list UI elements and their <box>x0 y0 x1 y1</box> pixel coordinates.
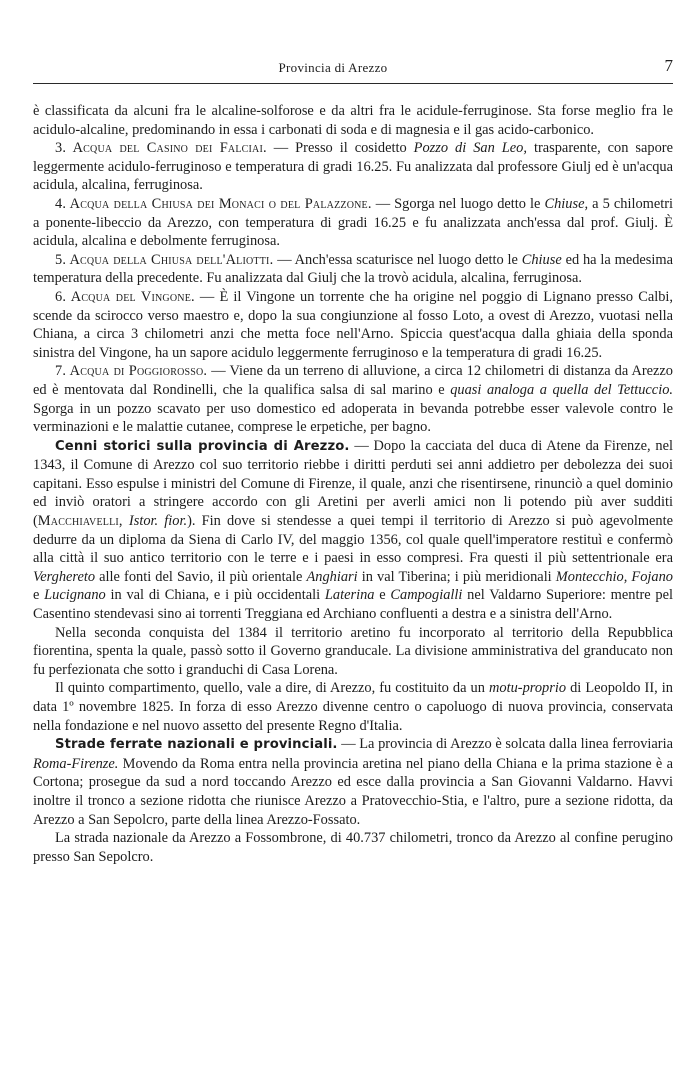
italic-text: Roma-Firenze. <box>33 755 119 772</box>
italic-text: Verghereto <box>33 568 96 585</box>
paragraph-text: — Presso il cosidetto <box>266 140 414 157</box>
running-title: Provincia di Arezzo <box>278 60 388 75</box>
paragraph-text: — È il Vingone un torrente che ha origine nel poggio di Lignano presso Calbi, scende da scirocco verso maestro e, dopo la sua congiunzione al fosso Loto, a ovest di Arezzo, vuotasi nella Chiana, a circa 3 chilometri anzi che metta foce nell'Arno. Spiccia quest'acqua dalla ghiaia della sponda sinistra del Vingone, ha un sapore acidulo leggermente ferruginoso e la temperatura di gradi 16.25. <box>33 288 673 361</box>
paragraph-acqua-poggiorosso <box>33 362 673 436</box>
paragraph-acqua-vingone <box>33 288 673 362</box>
paragraph-text: e <box>33 587 45 604</box>
paragraph-text: ed ha la medesima temperatura della precedente. Fu analizzata dal Giulj che la trovò acidula, alcalina, ferruginosa. <box>33 251 673 287</box>
paragraph-text: — La provincia di Arezzo è solcata dalla linea ferroviaria <box>337 736 673 753</box>
paragraph-text: nel Valdarno Superiore: mentre pel Casentino stendevasi sino ai torrenti Treggiana ed Archiano confluenti a destra e a sinistra dell'Arno. <box>33 587 673 623</box>
italic-text: Istor. fior. <box>128 513 188 530</box>
paragraph-text: e <box>374 587 391 604</box>
paragraph-quinto-compartimento <box>33 679 673 735</box>
paragraph-text: di Leopoldo II, in data 1º novembre 1825. In forza di esso Arezzo divenne centro o capoluogo di nuova provincia, conservata nella fondazione e nel nuovo assetto del presente Regno d'Italia. <box>33 680 673 734</box>
paragraph-text: a 5 chilometri a ponente-libeccio da Arezzo, con temperatura di gradi 16.25 e fu analizzata anch'essa dal prof. Giulj. È acidula, alcalina e debolmente ferruginosa. <box>33 195 674 250</box>
paragraph-text: trasparente, con sapore leggermente acidulo-ferruginoso e temperatura di gradi 16.25. Fu analizzata dal professore Giulj ed è un'acqua acidula, alcalina, ferruginosa. <box>33 140 673 194</box>
paragraph-acqua-chiusa-monaci <box>33 195 673 251</box>
entry-heading: 5. Acqua della Chiusa dell'Aliotti. <box>55 251 274 268</box>
paragraph-text: Nella seconda conquista del 1384 il territorio aretino fu incorporato al territorio della Repubblica fiorentina, spenta la quale, passò sotto il Governo granducale. La divisione amministrativa del granducato non fu perfezionata che sotto i granduchi di Casa Lorena. <box>33 624 673 678</box>
section-heading: Cenni storici sulla provincia di Arezzo. <box>55 438 350 454</box>
paragraph-strade-ferrate <box>33 735 673 829</box>
entry-heading: 7. Acqua di Poggiorosso. <box>55 363 208 380</box>
italic-text: Anghiari <box>306 568 358 585</box>
header-rule <box>33 83 673 84</box>
paragraph-seconda-conquista <box>33 624 673 680</box>
paragraph-cenni-storici <box>33 437 673 624</box>
paragraph-text: Il quinto compartimento, quello, vale a dire, di Arezzo, fu costituito da un <box>55 680 489 697</box>
italic-text: quasi analoga a quella del Tettuccio. <box>450 381 673 398</box>
paragraph-text: è classificata da alcuni fra le alcaline-solforose e da altri fra le acidule-ferruginose. Sta forse meglio fra le acidulo-alcaline, predominando in essa i carbonati di soda e di magnesia e il gas acido-carbonico. <box>33 103 673 138</box>
italic-text: Montecchio, Fojano <box>555 568 673 585</box>
paragraph-text: — Viene da un terreno di alluvione, a circa 12 chilometri di distanza da Arezzo ed è mentovata dal Rondinelli, che la qualifica salsa di sal marino e <box>33 363 673 398</box>
author-name: Macchiavelli, <box>37 513 123 530</box>
paragraph-strada-nazionale <box>33 829 673 866</box>
paragraph-text: ). Fin dove si stendesse a quei tempi il territorio di Arezzo si può agevolmente dedurre da un diploma da Siena di Carlo IV, del maggio 1356, col quale quell'imperatore restituì e confermò alla città il suo antico territorio con le terre e i paesi in esso compresi. Fra questi il più settentrionale era <box>33 513 673 567</box>
section-heading: Strade ferrate nazionali e provinciali. <box>55 737 338 753</box>
italic-text: Chiuse, <box>544 195 589 212</box>
italic-text: Campogialli <box>390 587 463 604</box>
italic-text: motu-proprio <box>489 680 567 697</box>
entry-heading: 4. Acqua della Chiusa dei Monaci o del Palazzone. <box>55 195 372 212</box>
paragraph-text: Sgorga in un pozzo scavato per uso domestico ed adoperata in bevanda potrebbe esser valevole contro le verminazioni e le malattie cutanee, comprese le erpetiche, per bagno. <box>33 400 673 436</box>
paragraph-text: — Dopo la cacciata del duca di Atene da Firenze, nel 1343, il Comune di Arezzo col suo territorio riebbe i diritti perduti sei anni addietro per debolezza dei suoi capitani. Esso espulse i ministri del Comune di Firenze, il quale, anzi che risentirsene, rinunciò a quel dominio ed inviò oratori a stringere accordo con gli Aretini per averli amici non li potendo più aver sudditi ( <box>33 437 673 530</box>
italic-text: Chiuse <box>521 251 562 268</box>
paragraph-text: — Sgorga nel luogo detto le <box>371 195 545 212</box>
body-text <box>33 102 673 866</box>
paragraph-text: Movendo da Roma entra nella provincia aretina nel piano della Chiana e la prima stazione è a Cortona; prosegue da sud a nord toccando Arezzo ed esce dalla provincia a San Giovanni Valdarno. Havvi inoltre il tronco a sezione ridotta che riunisce Arezzo a Pratovecchio-Stia, e l'altro, pure a sezione ridotta, da Arezzo a San Sepolcro, parte della linea Arezzo-Fossato. <box>33 755 673 828</box>
paragraph-continuation <box>33 102 673 139</box>
paragraph-text: in val Tiberina; i più meridionali <box>357 568 556 585</box>
italic-text: Laterina <box>324 587 375 604</box>
running-header <box>33 56 673 84</box>
paragraph-text: alle fonti del Savio, il più orientale <box>95 568 307 585</box>
paragraph-text: in val di Chiana, e i più occidentali <box>105 587 325 604</box>
italic-text: Pozzo di San Leo, <box>413 140 527 157</box>
entry-heading: 3. Acqua del Casino dei Falciai. <box>55 140 267 157</box>
paragraph-acqua-chiusa-aliotti <box>33 251 673 288</box>
paragraph-acqua-casino-falciai <box>33 139 673 195</box>
entry-heading: 6. Acqua del Vingone. <box>55 288 195 305</box>
paragraph-text: La strada nazionale da Arezzo a Fossombrone, di 40.737 chilometri, tronco da Arezzo al confine perugino presso San Sepolcro. <box>33 830 673 865</box>
paragraph-text: — Anch'essa scaturisce nel luogo detto le <box>273 251 522 268</box>
page-number: 7 <box>664 56 673 75</box>
italic-text: Lucignano <box>44 587 106 604</box>
